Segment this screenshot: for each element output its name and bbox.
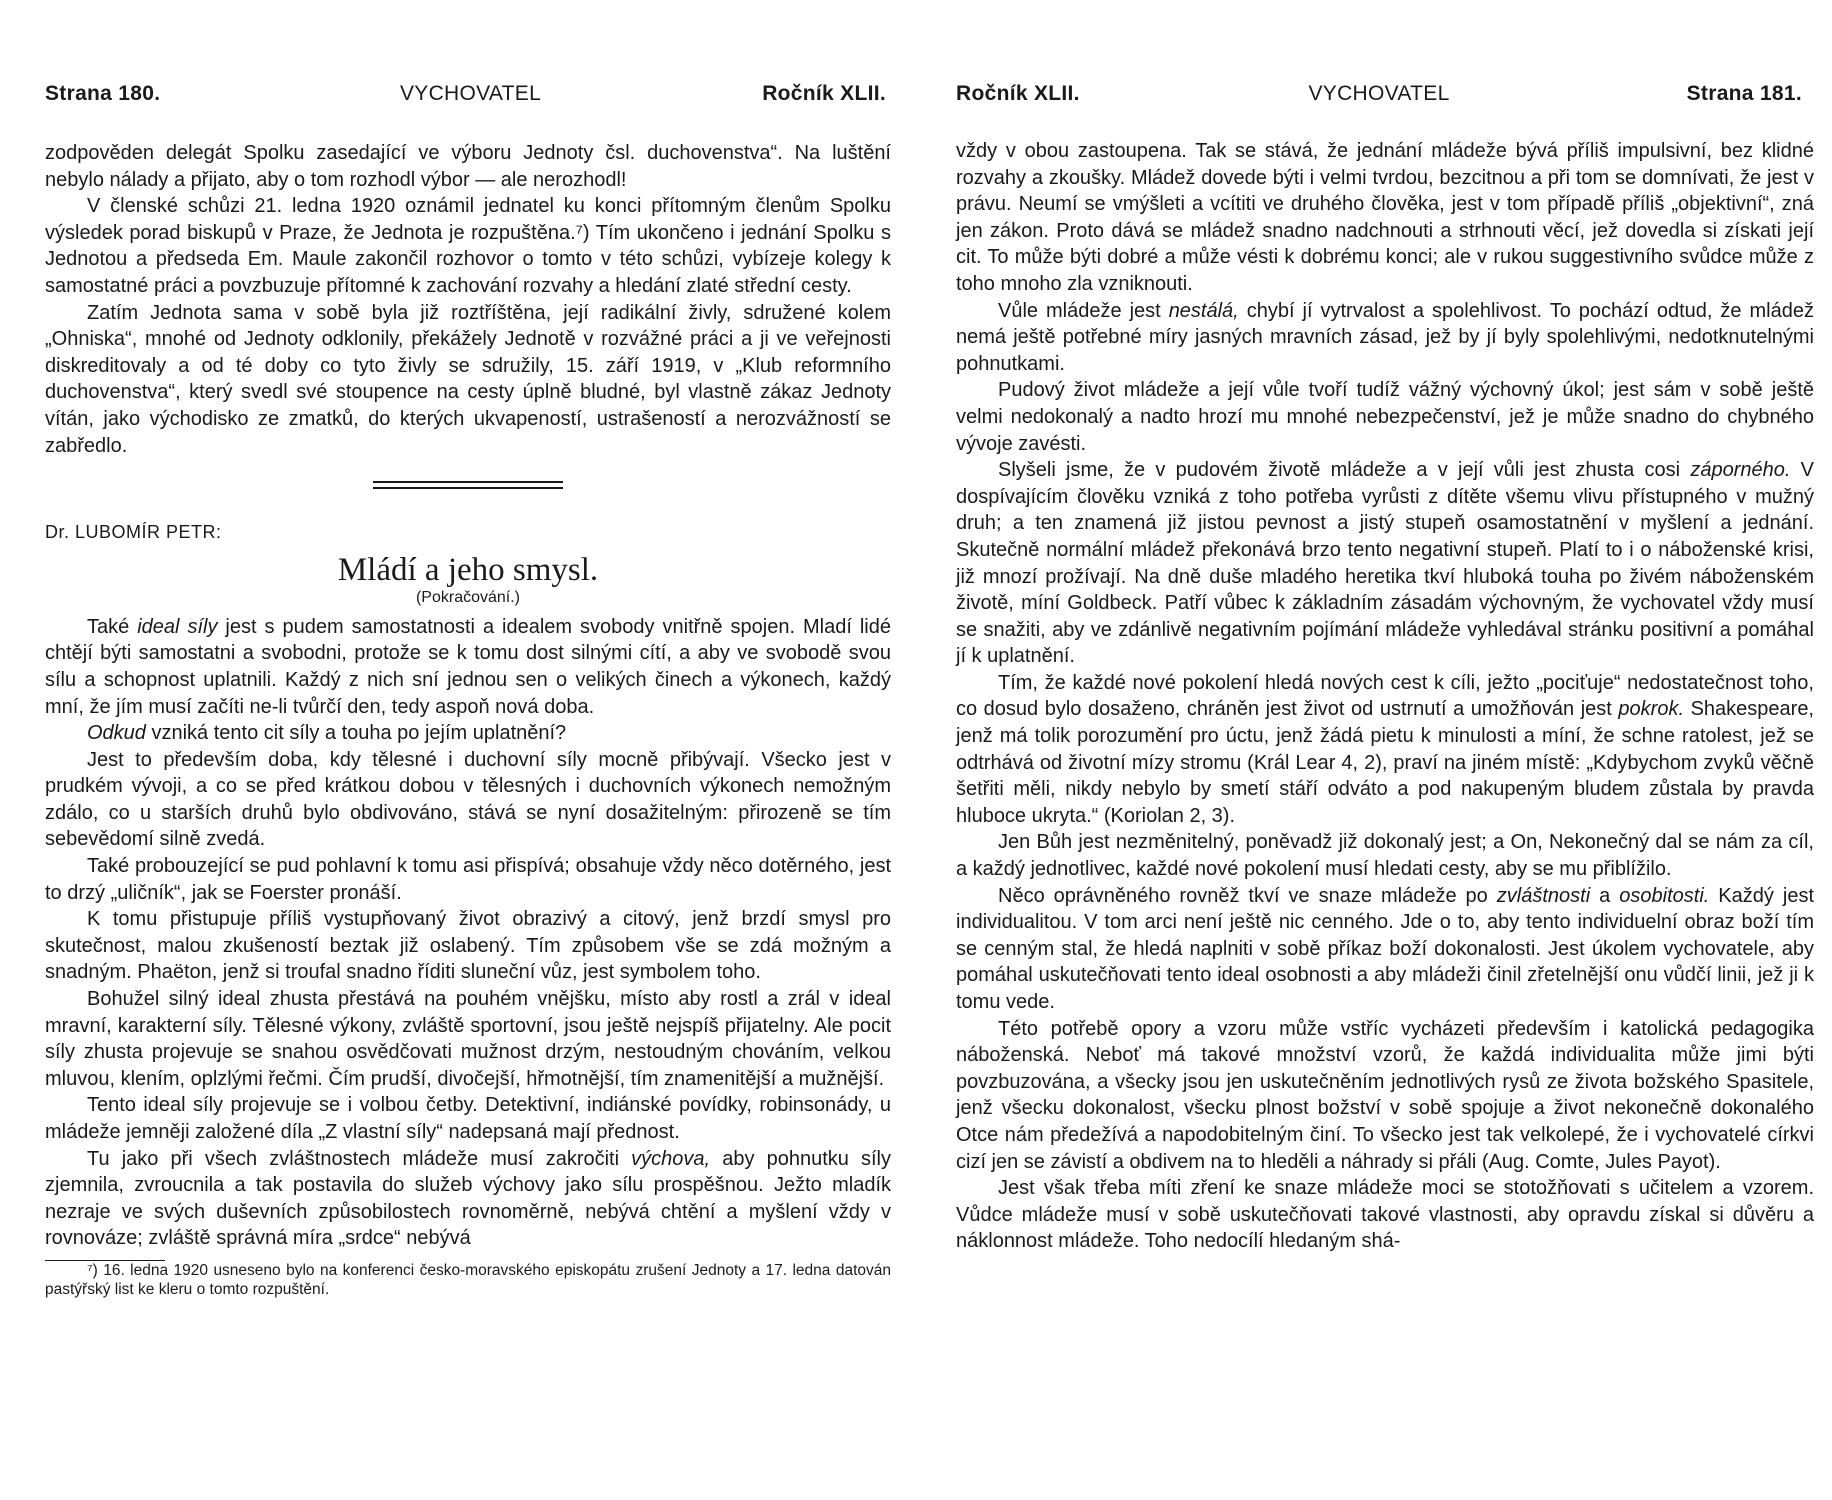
paragraph: Jest však třeba míti zření ke snaze mládeže moci se stotožňovati s učitelem a vzorem. Vůdce mládeže musí v sobě uskutečňovati takové vlastnosti, aby opravdu získal si důvěru a náklonnost mládeže. Toho nedocílí hledaným shá- xyxy=(956,1177,1814,1253)
paragraph: Jest to především doba, kdy tělesné i duchovní síly mocně přibývají. Všecko jest v prudkém vývoji, a co se před krátkou dobou v tělesných i duchovních výkonech nemožným zdálo, co u starších druhů bylo obdivováno, stává se nyní dosažitelným: přirozeně se tím sebevědomí silně zvedá. xyxy=(45,748,891,851)
paragraph: Této potřebě opory a vzoru může vstříc vycházeti především i katolická pedagogika náboženská. Neboť má takové množství vzorů, že každá individualita může jimi býti povzbuzována, a všecky jsou jen uskutečněním jednotlivých rysů ze života božského Spasitele, jenž všecku dokonalost, všecku plnost božství v sobě spojuje a život nekonečně dokonalého Otce nám předežívá a napodobitelným činí. To všecko jest tak velkolepé, že i vychovatelé církvi cizí jen se závistí a obdivem na to hleděli a náhrady si přáli (Aug. Comte, Jules Payot). xyxy=(956,1017,1814,1173)
paragraph: Odkud vzniká tento cit síly a touha po jejím uplatnění? xyxy=(87,722,567,745)
page-number-right: Strana 181. xyxy=(1686,82,1802,105)
paragraph: Jen Bůh jest nezměnitelný, poněvadž již dokonalý jest; a On, Nekonečný dal se nám za cíl, a každý jednotlivec, každé nové pokolení musí hledati cesty, aby se mu přiblížilo. xyxy=(956,831,1814,881)
left-text-block xyxy=(45,140,891,1299)
paragraph: Pudový život mládeže a její vůle tvoří tudíž vážný výchovný úkol; jest sám v sobě ještě velmi nedokonalý a nadto hrozí mu mnohé nebezpečenství, jež je může snadno do chybného vývoje zavésti. xyxy=(956,379,1814,455)
left-running-head xyxy=(45,82,886,112)
paragraph: V členské schůzi 21. ledna 1920 oznámil jednatel ku konci přítomným členům Spolku výsledek porad biskupů v Praze, že Jednota je rozpuštěna.⁷) Tím ukončeno i jednání Spolku s Jednotou a předseda Em. Maule zakončil rozhovor o tomto v této schůzi, vybízeje kolegy k samostatné práci a povzbuzuje přítomné k zachování rozvahy a hledání zlaté střední cesty. xyxy=(45,195,891,297)
footnote: ⁷) 16. ledna 1920 usneseno bylo na konferenci česko-moravského episkopátu zrušení Jednoty a 17. ledna datován pastýřský list ke kleru o tomto rozpuštění. xyxy=(45,1261,891,1298)
paragraph: Tím, že každé nové pokolení hledá nových cest k cíli, ježto „pociťuje“ nedostatečnost toho, co dosud bylo dosaženo, chráněn jest život od ustrnutí a umožňován jest pokrok. Shakespeare, jenž má tolik porozumění pro úctu, jenž žádá pietu k minulosti a míní, že schne ratolest, jež se odtrhává od životní mízy stromu (Král Lear 4, 2), praví na jiném místě: „Kdybychom zvyků věčně šetřiti měli, nikdy nebylo by smetí stáří odváto a pod nakupeným bludem zůstala by pravda hluboce ukryta.“ (Koriolan 2, 3). xyxy=(956,671,1814,827)
paragraph: Tu jako při všech zvláštnostech mládeže musí zakročiti výchova, aby pohnutku síly zjemnila, zvroucnila a tak postavila do služeb výchovy jako sílu prospěšnou. Ježto mladík nezraje ve svých duševních způsobilostech rovnoměrně, nebývá chtění a myšlení vždy v rovnováze; zvláště správná míra „srdce“ nebývá xyxy=(45,1147,892,1250)
right-running-head xyxy=(956,82,1802,112)
right-page xyxy=(916,0,1832,1500)
paragraph: Vůle mládeže jest nestálá, chybí jí vytrvalost a spolehlivost. To pochází odtud, že mládež nemá ještě potřebné míry jasných mravních zásad, jež by jí byly spolehlivými, nedotknutelnými pohnutkami. xyxy=(956,299,1814,375)
paragraph: zodpověden delegát Spolku zasedající ve výboru Jednoty čsl. duchovenstva“. Na luštění nebylo nálady a přijato, aby o tom rozhodl výbor — ale nerozhodl! xyxy=(45,142,891,191)
paragraph: Tento ideal síly projevuje se i volbou četby. Detektivní, indiánské povídky, robinsonády, u mládeže jemněji založené díla „Z vlastní síly“ nadepsaná mají přednost. xyxy=(45,1094,891,1143)
volume-left: Ročník XLII. xyxy=(762,82,886,105)
journal-title-left: VYCHOVATEL xyxy=(399,82,542,105)
paragraph: K tomu přistupuje příliš vystupňovaný život obrazivý a citový, jenž brzdí smysl pro skutečnost, malou zkušeností beztak již oslabený. Tím způsobem vše se zdá možným a snadným. Phaëton, jenž si troufal snadno říditi sluneční vůz, jest symbolem toho. xyxy=(45,908,891,984)
paragraph: vždy v obou zastoupena. Tak se stává, že jednání mládeže bývá příliš impulsivní, bez klidné rozvahy a zkoušky. Mládež dovede býti i velmi tvrdou, bezcitnou a při tom se domnívati, že jest v právu. Neumí se vmýšleti a vcítiti ve druhého člověka, jest v tom případě příliš „objektivní“, zná jen zákon. Proto dává se mládež snadno nadchnouti a strhnouti věcí, jež dovedla si získati její cit. To může býti dobré a může vésti k dobrému konci; ale v rukou suggestivního svůdce může z toho mnoho zla vzniknouti. xyxy=(956,140,1814,295)
page-number-left: Strana 180. xyxy=(45,82,161,105)
paragraph: Něco oprávněného rovněž tkví ve snaze mládeže po zvláštnosti a osobitosti. Každý jest individualitou. V tom arci není ještě nic cenného. Jde o to, aby tento individuelní obraz boží tím se cenným stal, že hledá naplniti v sobě příkaz boží dokonalosti. Jest úkolem vychovatele, aby pomáhal uskutečňovati tento ideal osobnosti a aby mládeži činil zřetelnější onu vůdčí linii, jež ji k tomu vede. xyxy=(956,884,1814,1013)
paragraph: Také ideal síly jest s pudem samostatnosti a idealem svobody vnitřně spojen. Mladí lidé chtějí býti samostatni a svobodni, protože se k tomu dost silnými cítí, a aby ve svobodě svou sílu a schopnost uplatnili. Každý z nich sní jednou sen o velikých činech a výkonech, každý mní, že jím musí začíti ne-li tvůrčí den, tedy aspoň nová doba. xyxy=(45,615,891,718)
continuation-note: (Pokračování.) xyxy=(415,588,521,606)
paragraph: Také probouzející se pud pohlavní k tomu asi přispívá; obsahuje vždy něco dotěrného, jest to drzý „uličník“, jak se Foerster pronáší. xyxy=(45,855,891,904)
section-divider xyxy=(373,481,563,489)
volume-right: Ročník XLII. xyxy=(956,82,1080,105)
journal-title-right: VYCHOVATEL xyxy=(1308,82,1450,105)
paragraph: Bohužel silný ideal zhusta přestává na pouhém vnějšku, místo aby rostl a zrál v ideal mravní, karakterní síly. Tělesné výkony, zvláště sportovní, jsou ještě nejspíš přijatelny. Ale pocit síly zhusta projevuje se snahou osvědčovati mužnost drzým, nestoudným chováním, velkou mluvou, klením, oplzlými řečmi. Čím prudší, divočejší, hřmotnější, tím znamenitější a mužnější. xyxy=(45,988,891,1090)
paragraph: Zatím Jednota sama v sobě byla již roztříštěna, její radikální živly, sdružené kolem „Ohniska“, mnohé od Jednoty odklonily, překážely Jednotě v rozvážné práci a ji ve veřejnosti diskreditovaly a od té doby co tyto živly se sdružily, 15. září 1919, v „Klub reformního duchovenstva“, který svedl své stoupence na cesty úplně bludné, byl vlastně zákaz Jednoty vítán, jako východisko ze zmatků, do kterých ukvapeností, ustrašeností a nerozvážností se zabředlo. xyxy=(45,301,891,457)
right-text-block xyxy=(956,138,1814,1255)
article-author: Dr. LUBOMÍR PETR: xyxy=(45,522,222,543)
article-title: Mládí a jeho smysl. xyxy=(337,551,599,588)
paragraph: Slyšeli jsme, že v pudovém životě mládeže a v její vůli jest zhusta cosi záporného. V dospívajícím člověku vzniká z toho potřeba vyrůsti z dítěte všemu vlivu přístupného v mužný druh; a ten znamená již jistou pevnost a jistý stupeň osamostatnění v myšlení a jednání. Skutečně normální mládež překonává brzo tento negativní stupeň. Platí to i o náboženské krisi, již mnozí prožívají. Na dně duše mladého heretika tkví hluboká touha po živém náboženském životě, míní Goldbeck. Patří vůbec k základním zásadám výchovným, že vychovatel vždy musí se snažiti, aby ve zdánlivě negativním pojímání mládeže vyhledával stránku positivní a pomáhal jí k uplatnění. xyxy=(956,459,1814,668)
